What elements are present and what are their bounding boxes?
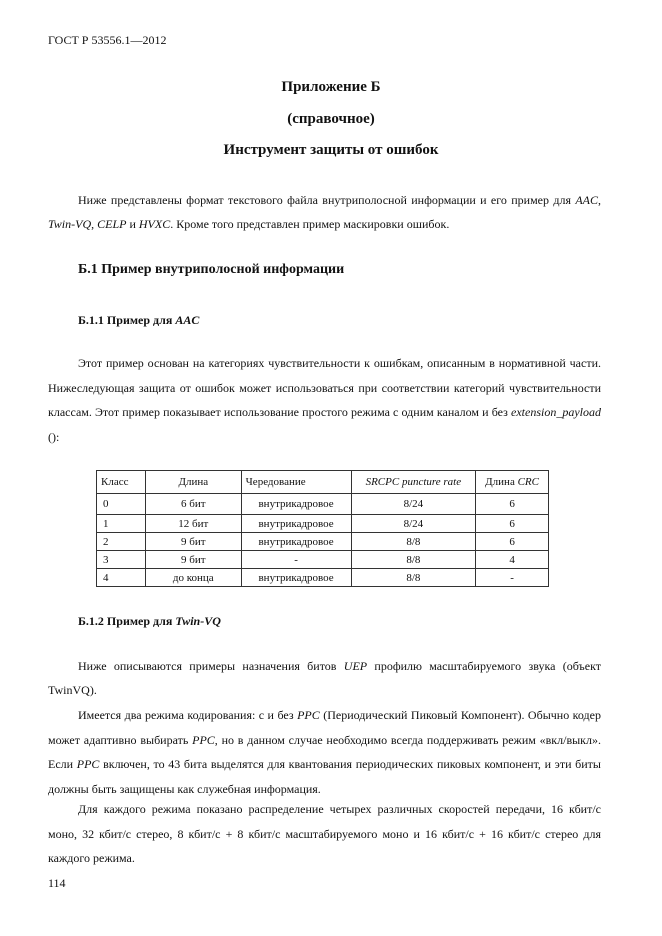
- cell-length: 12 бит: [145, 515, 241, 533]
- cell-class: 0: [97, 494, 146, 515]
- section-b11-heading: [78, 313, 199, 328]
- cell-interleave: внутрикадровое: [241, 569, 351, 587]
- section-b12-em: Twin-VQ: [175, 614, 221, 628]
- cell-crc: 6: [476, 533, 549, 551]
- cell-crc: 6: [476, 515, 549, 533]
- b12-p2-em3: PPC: [76, 757, 100, 771]
- appendix-subtitle: (справочное): [287, 111, 375, 127]
- b12-p2-a: Имеется два режима кодирования: с и без: [78, 708, 298, 722]
- b11-para-tail: ():: [48, 429, 60, 444]
- b12-p1-before: Ниже описываются примеры назначения битов: [78, 659, 344, 673]
- table-row: [97, 494, 549, 515]
- table-row: [97, 515, 549, 533]
- header-crc-prefix: Длина: [485, 476, 518, 488]
- cell-rate: 8/8: [351, 569, 476, 587]
- table-row: [97, 533, 549, 551]
- cell-interleave: внутрикадровое: [241, 515, 351, 533]
- b12-p2-em2: PPC: [192, 732, 215, 747]
- b11-para-text: Этот пример основан на категориях чувствительности к ошибкам, описанным в нормативной части. Нижеследующая защита от ошибок может использоваться при соответствии категорий чувствительности классам. Этот пример показывает использование простого режима с одним каналом и без: [48, 356, 601, 419]
- intro-celp: CELP: [97, 217, 127, 231]
- cell-class: 2: [97, 533, 146, 551]
- section-b1-heading: Б.1 Пример внутриполосной информации: [78, 262, 345, 277]
- section-b12-paragraph-2: [48, 703, 601, 801]
- cell-rate: 8/8: [351, 551, 476, 569]
- b12-p2-em1: PPC: [297, 708, 320, 722]
- cell-class: 4: [97, 569, 146, 587]
- page-number: 114: [48, 876, 66, 890]
- header-srcpc: [351, 471, 476, 494]
- error-protection-table: [96, 470, 549, 587]
- section-b12-paragraph-3: Для каждого режима показано распределение четырех различных скоростей передачи, 16 кбит/с моно, 32 кбит/с стерео, 8 кбит/с + 8 кбит/с масштабируемого моно и 16 кбит/с + 16 кбит/с стерео для каждого режима.: [48, 802, 601, 865]
- cell-length: до конца: [145, 569, 241, 587]
- intro-twinvq: Twin-VQ: [48, 217, 92, 231]
- intro-hvxc: HVXC: [138, 217, 171, 231]
- cell-length: 9 бит: [145, 551, 241, 569]
- cell-crc: 6: [476, 494, 549, 515]
- section-b12-paragraph-1: [48, 654, 601, 702]
- header-class: Класс: [97, 471, 146, 494]
- cell-interleave: внутрикадровое: [241, 494, 351, 515]
- cell-interleave: -: [241, 551, 351, 569]
- intro-text-before: Ниже представлены формат текстового файла внутриполосной информации и его пример для: [78, 193, 576, 207]
- section-b12-prefix: Б.1.2 Пример для: [78, 614, 176, 628]
- b12-p2-b: (Периодический Пиковый Компонент). Обычно кодер может адаптивно выбирать: [48, 708, 601, 747]
- section-b11-paragraph: [48, 351, 601, 449]
- b12-p1-em: UEP: [343, 659, 368, 673]
- cell-crc: -: [476, 569, 549, 587]
- cell-class: 3: [97, 551, 146, 569]
- cell-length: 6 бит: [145, 494, 241, 515]
- b12-p2-d: включен, то 43 бита выделятся для квантования периодических пиковых компонент, и эти биты должны быть защищены как служебная информация.: [48, 757, 601, 796]
- appendix-title: Приложение Б: [281, 79, 381, 95]
- intro-text-after: . Кроме того представлен пример маскировки ошибок.: [170, 217, 450, 231]
- cell-interleave: внутрикадровое: [241, 533, 351, 551]
- intro-sep1: ,: [598, 193, 601, 207]
- b11-para-em: extension_payload: [511, 405, 601, 419]
- cell-length: 9 бит: [145, 533, 241, 551]
- cell-rate: 8/24: [351, 515, 476, 533]
- cell-class: 1: [97, 515, 146, 533]
- table-row: [97, 551, 549, 569]
- header-crc: [476, 471, 549, 494]
- table-header-row: [97, 471, 549, 494]
- b12-p1-after: профилю масштабируемого звука (объект TwinVQ).: [48, 659, 601, 697]
- header-length: Длина: [145, 471, 241, 494]
- document-header: ГОСТ Р 53556.1—2012: [48, 33, 167, 47]
- header-srcpc-text: SRCPC puncture rate: [365, 476, 462, 488]
- cell-rate: 8/24: [351, 494, 476, 515]
- table-row: [97, 569, 549, 587]
- appendix-name: Инструмент защиты от ошибок: [223, 142, 439, 158]
- cell-crc: 4: [476, 551, 549, 569]
- header-crc-em: CRC: [517, 476, 539, 488]
- section-b12-heading: [78, 614, 221, 629]
- section-b11-em: AAC: [175, 313, 200, 327]
- intro-aac: AAC: [575, 193, 598, 207]
- header-interleave: Чередование: [241, 471, 351, 494]
- cell-rate: 8/8: [351, 533, 476, 551]
- b12-p2-c: , но в данном случае необходимо всегда поддерживать режим «вкл/выкл». Если: [48, 732, 601, 771]
- intro-and: и: [126, 217, 139, 231]
- intro-sep2: ,: [91, 217, 98, 231]
- section-b11-prefix: Б.1.1 Пример для: [78, 313, 176, 327]
- intro-paragraph: [48, 188, 601, 236]
